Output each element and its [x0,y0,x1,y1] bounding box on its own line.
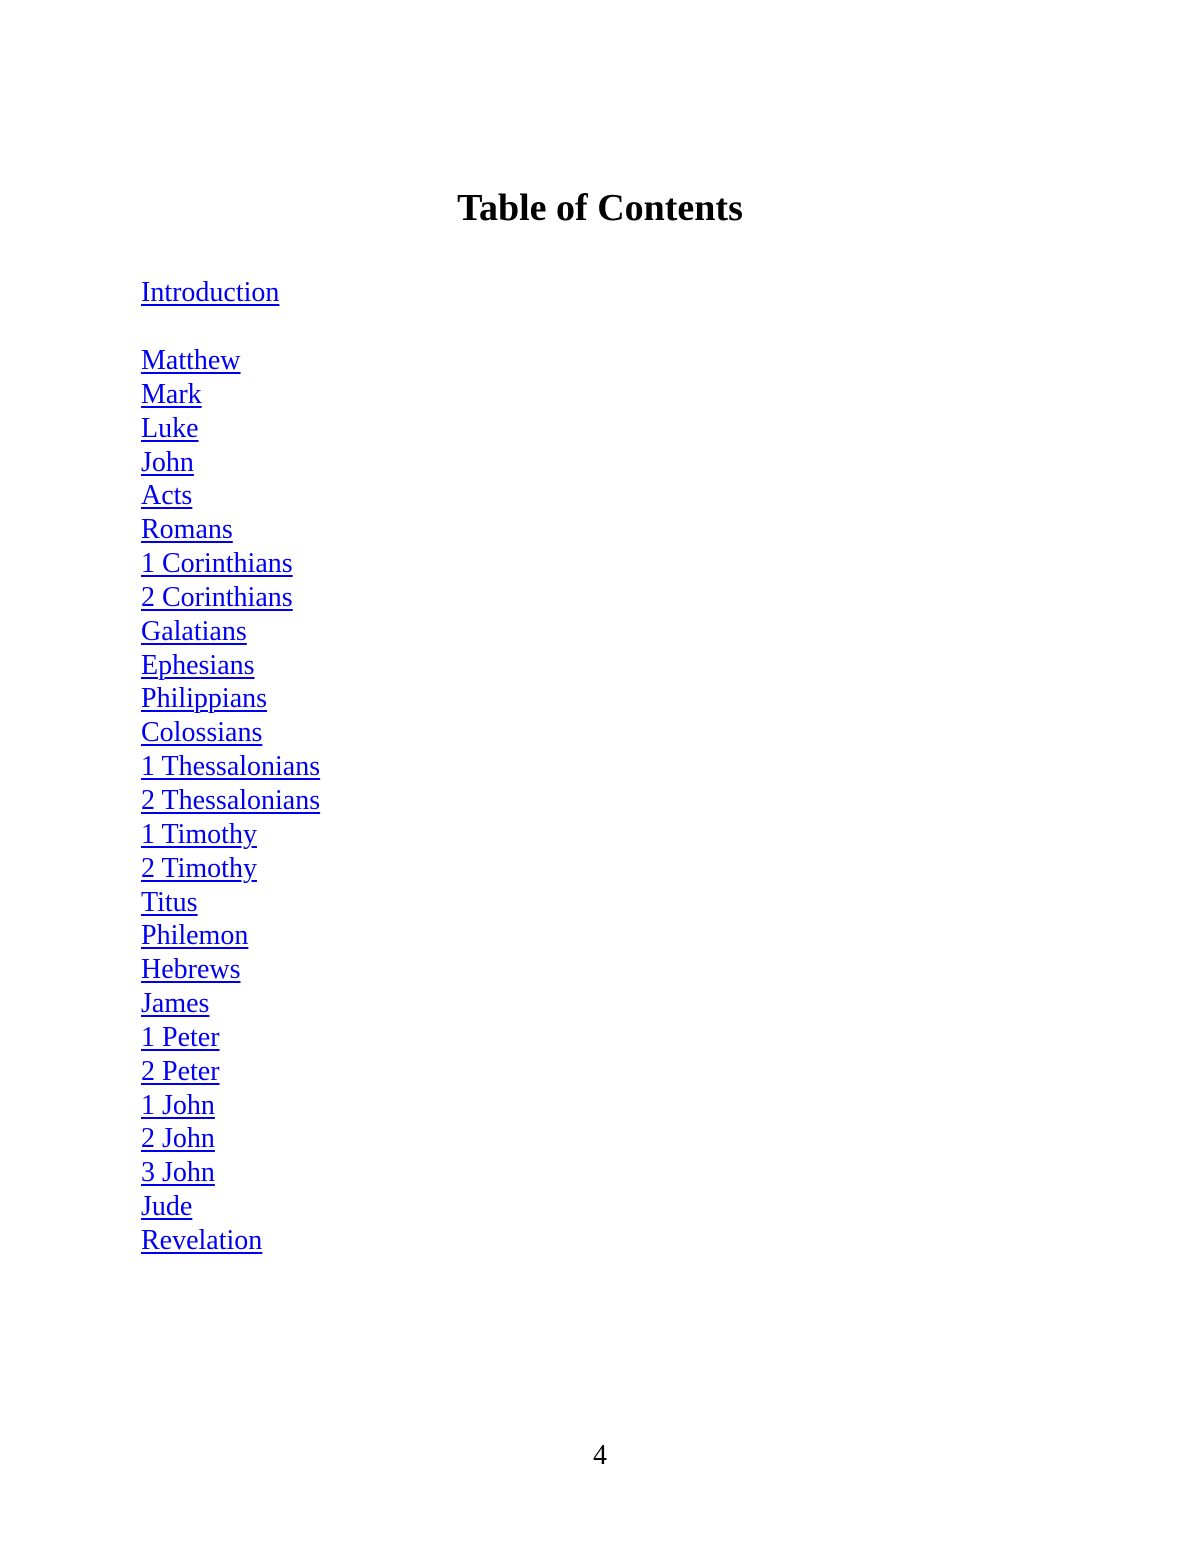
toc-entry [141,1021,320,1055]
toc-link-2-corinthians[interactable]: 2 Corinthians [141,581,293,613]
toc-entry [141,1122,320,1156]
toc-link-1-thessalonians[interactable]: 1 Thessalonians [141,751,321,783]
toc-link-introduction[interactable]: Introduction [141,277,280,308]
toc-book-list [141,344,320,1258]
toc-link-2-thessalonians[interactable]: 2 Thessalonians [141,784,321,816]
toc-entry [141,446,320,480]
toc-entry [141,919,320,953]
toc-link-1-corinthians[interactable]: 1 Corinthians [141,548,293,580]
toc-entry [141,750,320,784]
toc-link-colossians[interactable]: Colossians [141,717,263,749]
toc-link-titus[interactable]: Titus [141,886,198,918]
toc-link-jude[interactable]: Jude [141,1191,193,1223]
toc-link-2-peter[interactable]: 2 Peter [141,1055,220,1087]
toc-link-acts[interactable]: Acts [141,480,193,512]
toc-entry [141,547,320,581]
toc-link-2-john[interactable]: 2 John [141,1123,215,1155]
toc-entry-introduction [141,276,279,310]
toc-entry [141,1055,320,1089]
toc-entry [141,649,320,683]
toc-link-romans[interactable]: Romans [141,514,233,546]
toc-link-luke[interactable]: Luke [141,412,199,444]
toc-entry [141,987,320,1021]
toc-link-james[interactable]: James [141,988,210,1020]
toc-entry [141,412,320,446]
toc-entry [141,1089,320,1123]
toc-entry [141,479,320,513]
toc-entry [141,682,320,716]
toc-entry [141,886,320,920]
toc-link-3-john[interactable]: 3 John [141,1157,215,1189]
toc-entry [141,1224,320,1258]
toc-link-john[interactable]: John [141,446,194,478]
toc-entry [141,344,320,378]
toc-link-galatians[interactable]: Galatians [141,615,247,647]
toc-link-1-peter[interactable]: 1 Peter [141,1021,220,1053]
page-title: Table of Contents [457,187,743,229]
toc-link-revelation[interactable]: Revelation [141,1224,263,1256]
toc-link-mark[interactable]: Mark [141,378,202,410]
toc-entry [141,1190,320,1224]
toc-link-1-timothy[interactable]: 1 Timothy [141,818,257,850]
toc-link-ephesians[interactable]: Ephesians [141,649,255,681]
toc-link-matthew[interactable]: Matthew [141,345,241,376]
toc-entry [141,615,320,649]
toc-entry [141,818,320,852]
toc-entry [141,1156,320,1190]
toc-link-philippians[interactable]: Philippians [141,683,268,715]
toc-entry [141,581,320,615]
toc-entry [141,716,320,750]
toc-entry [141,953,320,987]
toc-link-1-john[interactable]: 1 John [141,1089,215,1121]
toc-entry [141,784,320,818]
toc-link-2-timothy[interactable]: 2 Timothy [141,852,257,884]
toc-entry [141,852,320,886]
toc-link-philemon[interactable]: Philemon [141,920,249,952]
toc-entry [141,513,320,547]
page-number: 4 [593,1440,607,1471]
toc-entry [141,378,320,412]
toc-link-hebrews[interactable]: Hebrews [141,954,241,986]
